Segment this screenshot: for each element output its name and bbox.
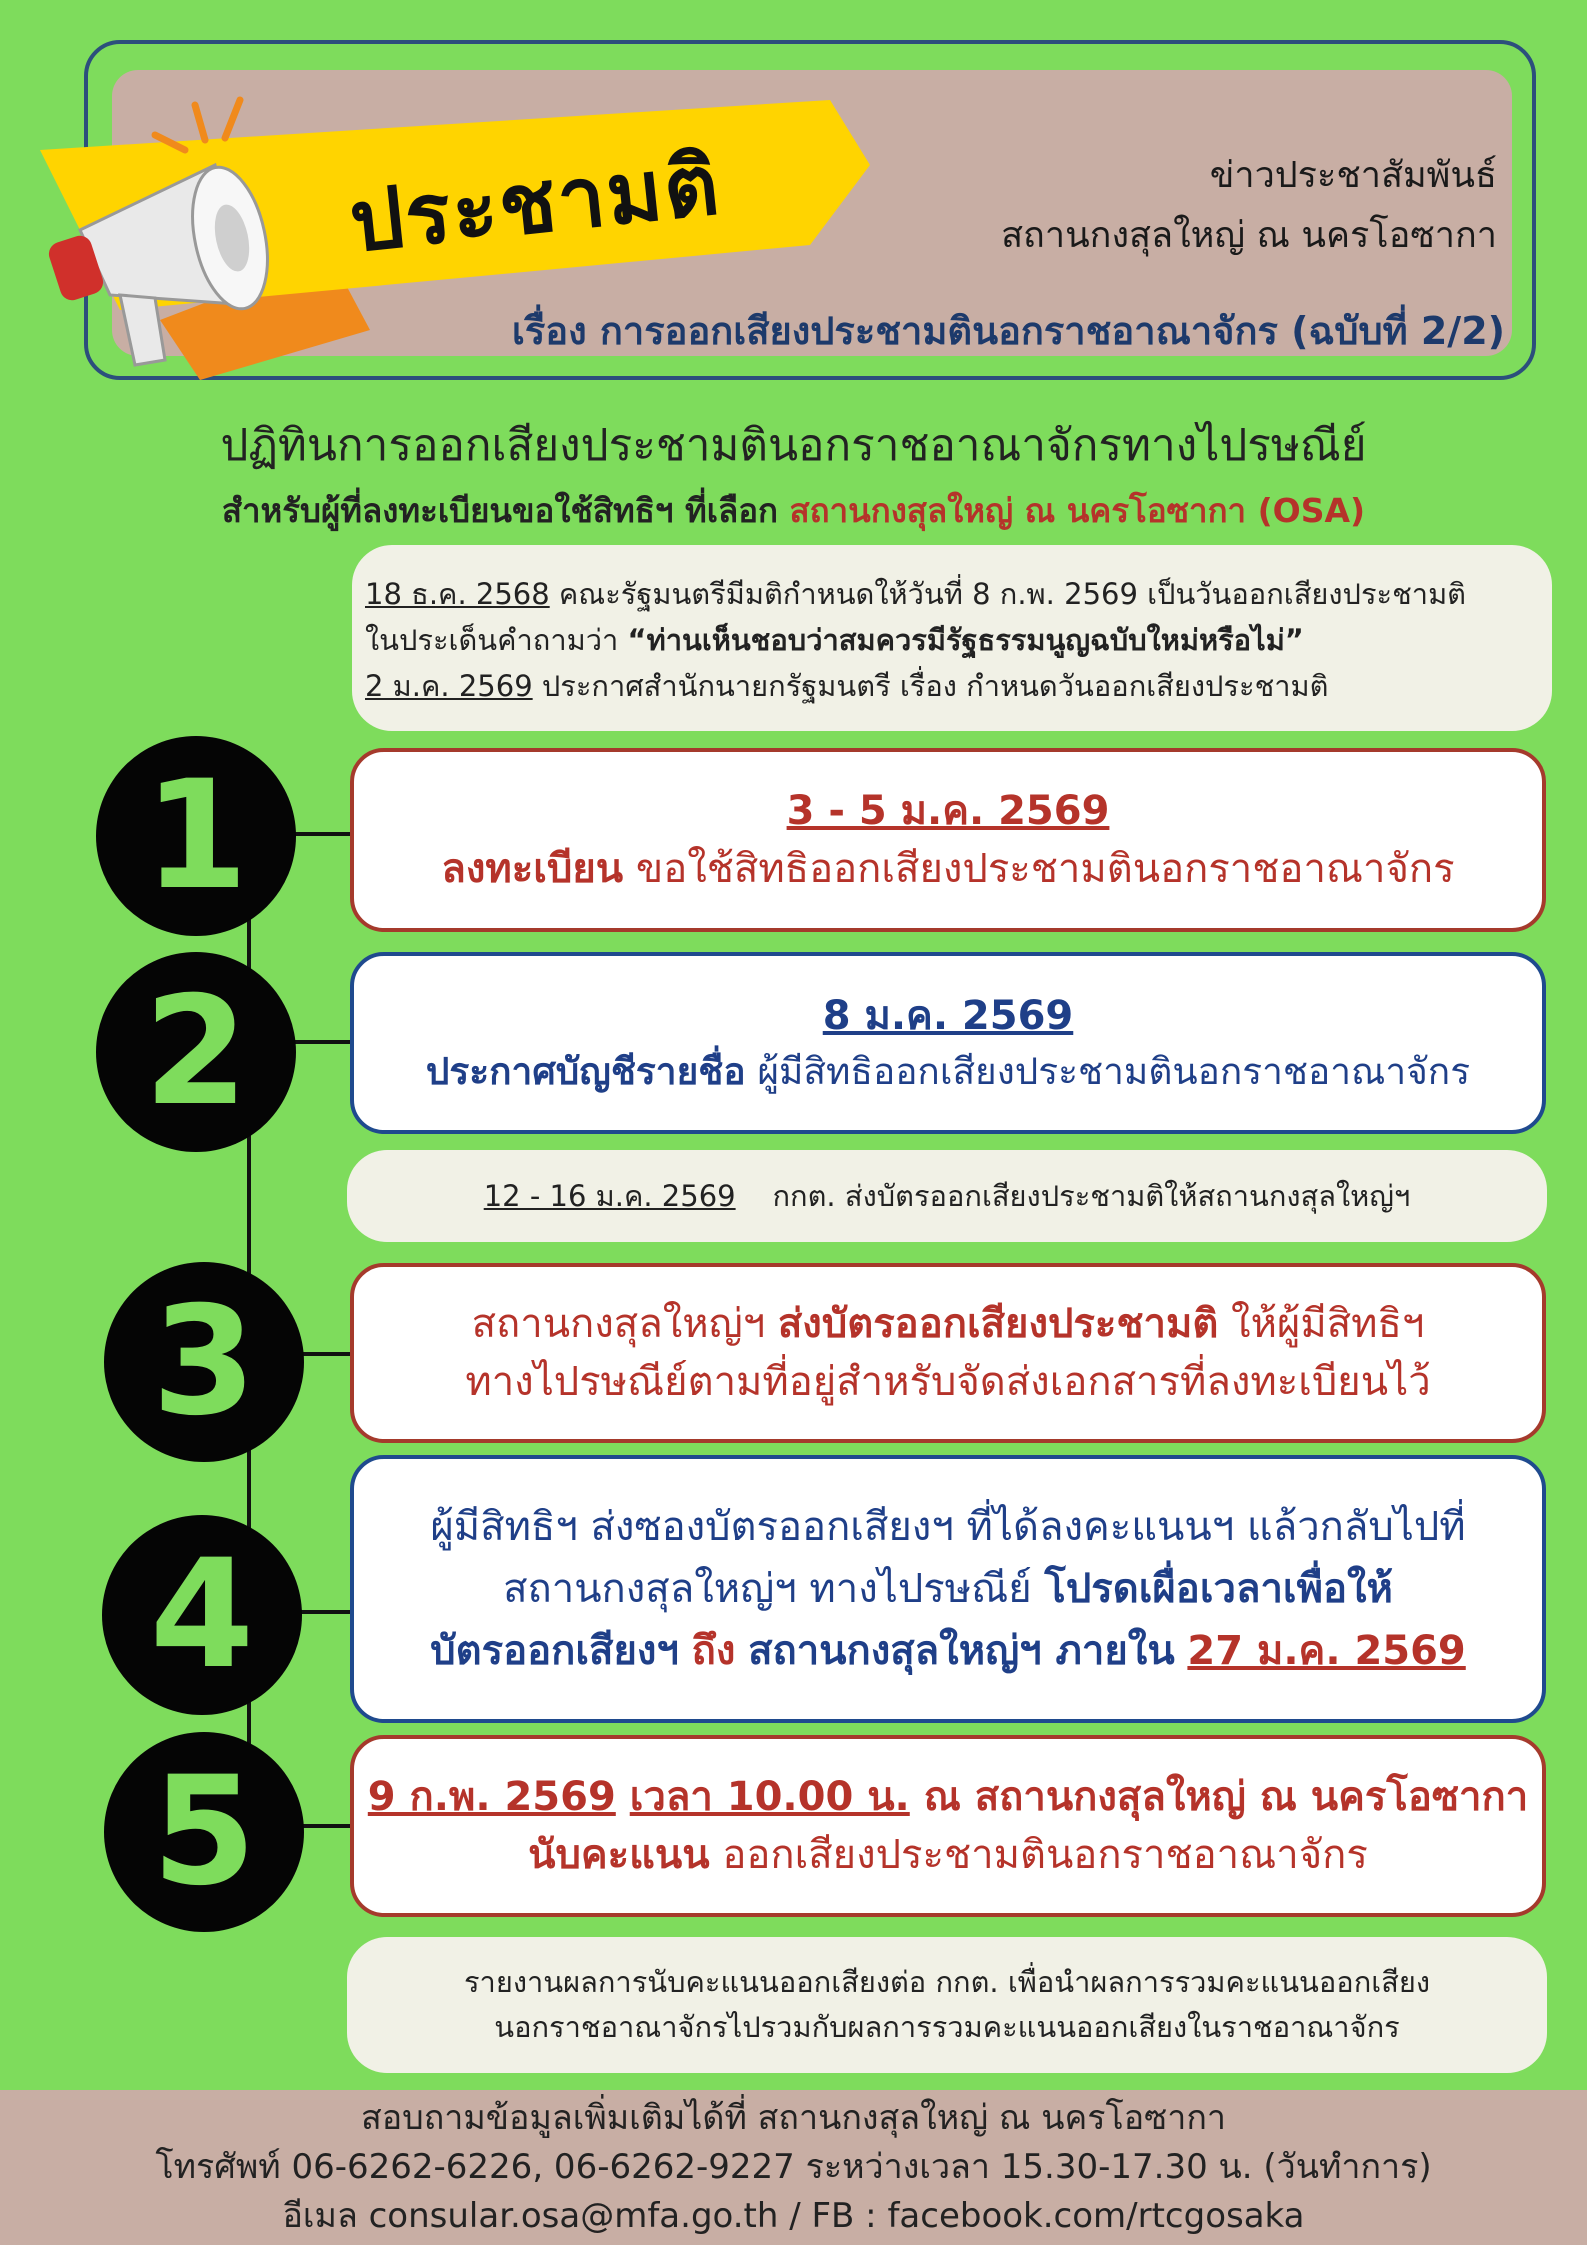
step-4-bold: โปรดเผื่อเวลาเพื่อให้	[1044, 1566, 1393, 1612]
intro-date-1: 18 ธ.ค. 2568	[365, 577, 550, 611]
subtitle-prefix: สำหรับผู้ที่ลงทะเบียนขอใช้สิทธิฯ ที่เลือก	[221, 491, 778, 530]
mid-note-text: กกต. ส่งบัตรออกเสียงประชามติให้สถานกงสุลใหญ่ฯ	[772, 1178, 1411, 1213]
intro-line-2	[365, 617, 1552, 663]
step-3-bold: ส่งบัตรออกเสียงประชามติ	[777, 1301, 1219, 1347]
intro-date-2: 2 ม.ค. 2569	[365, 669, 533, 703]
step-4-line-1: ผู้มีสิทธิฯ ส่งซองบัตรออกเสียงฯ ที่ได้ลงคะแนนฯ แล้วกลับไปที่	[430, 1504, 1466, 1550]
pr-label: ข่าวประชาสัมพันธ์	[1209, 155, 1497, 196]
step-4-ballot: บัตรออกเสียงฯ	[430, 1628, 679, 1674]
end-note	[347, 1937, 1547, 2073]
footer-line-1: สอบถามข้อมูลเพิ่มเติมได้ที่ สถานกงสุลใหญ่ ณ นครโอซากา	[360, 2097, 1227, 2138]
step-number-4: 4	[102, 1515, 302, 1715]
banner-title: ประชามติ	[345, 134, 726, 272]
subject-line: เรื่อง การออกเสียงประชามตินอกราชอาณาจักร (ฉบับที่ 2/2)	[511, 309, 1505, 353]
step-1-text: ขอใช้สิทธิออกเสียงประชามตินอกราชอาณาจักร	[635, 846, 1455, 892]
step-5-time: เวลา 10.00 น.	[629, 1774, 910, 1820]
step-card-1	[350, 748, 1546, 932]
step-1-bold: ลงทะเบียน	[441, 846, 624, 892]
step-2-bold: ประกาศบัญชีรายชื่อ	[425, 1050, 746, 1094]
intro-line-3	[365, 663, 1552, 709]
step-5-text: ออกเสียงประชามตินอกราชอาณาจักร	[722, 1832, 1368, 1878]
intro-question: “ท่านเห็นชอบว่าสมควรมีรัฐธรรมนูญฉบับใหม่หรือไม่”	[627, 623, 1304, 657]
step-5-date: 9 ก.พ. 2569	[367, 1774, 616, 1820]
step-card-3	[350, 1263, 1546, 1443]
org-name: สถานกงสุลใหญ่ ณ นครโอซากา	[1001, 215, 1497, 256]
step-3-text-b: ให้ผู้มีสิทธิฯ	[1231, 1301, 1425, 1347]
step-number-2: 2	[96, 952, 296, 1152]
mid-note	[347, 1150, 1547, 1242]
step-1-date: 3 - 5 ม.ค. 2569	[786, 788, 1110, 834]
page-subtitle	[0, 484, 1587, 537]
step-4-text-a: สถานกงสุลใหญ่ฯ ทางไปรษณีย์	[503, 1566, 1032, 1612]
step-4-deadline: 27 ม.ค. 2569	[1187, 1628, 1466, 1674]
step-2-date: 8 ม.ค. 2569	[822, 993, 1074, 1040]
subtitle-highlight: สถานกงสุลใหญ่ ณ นครโอซากา (OSA)	[789, 491, 1366, 530]
intro-line-1	[365, 571, 1552, 617]
step-3-line-2: ทางไปรษณีย์ตามที่อยู่สำหรับจัดส่งเอกสารที่ลงทะเบียนไว้	[465, 1359, 1431, 1405]
intro-text-1: คณะรัฐมนตรีมีมติกำหนดให้วันที่ 8 ก.พ. 2569 เป็นวันออกเสียงประชามติ	[558, 577, 1467, 611]
step-5-place: ณ สถานกงสุลใหญ่ ณ นครโอซากา	[923, 1774, 1529, 1820]
intro-box	[352, 545, 1552, 731]
step-3-text-a: สถานกงสุลใหญ่ฯ	[471, 1301, 766, 1347]
intro-text-3: ประกาศสำนักนายกรัฐมนตรี เรื่อง กำหนดวันออกเสียงประชามติ	[541, 669, 1329, 703]
step-4-within: สถานกงสุลใหญ่ฯ ภายใน	[748, 1628, 1175, 1674]
step-number-1: 1	[96, 736, 296, 936]
intro-text-2: ในประเด็นคำถามว่า	[365, 623, 619, 657]
footer-contact[interactable]: อีเมล consular.osa@mfa.go.th / FB : facebook.com/rtcgosaka	[282, 2196, 1305, 2237]
end-note-line-1: รายงานผลการนับคะแนนออกเสียงต่อ กกต. เพื่อนำผลการรวมคะแนนออกเสียง	[463, 1965, 1431, 2000]
footer	[0, 2090, 1587, 2245]
step-2-text: ผู้มีสิทธิออกเสียงประชามตินอกราชอาณาจักร	[757, 1050, 1471, 1094]
step-number-3: 3	[104, 1262, 304, 1462]
step-card-5	[350, 1735, 1546, 1917]
mid-note-date: 12 - 16 ม.ค. 2569	[483, 1178, 736, 1213]
step-5-bold: นับคะแนน	[528, 1832, 710, 1878]
footer-phone: โทรศัพท์ 06-6262-6226, 06-6262-9227 ระหว่างเวลา 15.30-17.30 น. (วันทำการ)	[155, 2146, 1432, 2187]
step-4-arrive: ถึง	[691, 1628, 736, 1674]
end-note-line-2: นอกราชอาณาจักรไปรวมกับผลการรวมคะแนนออกเสียงในราชอาณาจักร	[494, 2010, 1400, 2044]
step-card-2	[350, 952, 1546, 1134]
page-title: ปฏิทินการออกเสียงประชามตินอกราชอาณาจักรทางไปรษณีย์	[220, 420, 1367, 471]
step-number-5: 5	[104, 1732, 304, 1932]
step-card-4	[350, 1455, 1546, 1723]
